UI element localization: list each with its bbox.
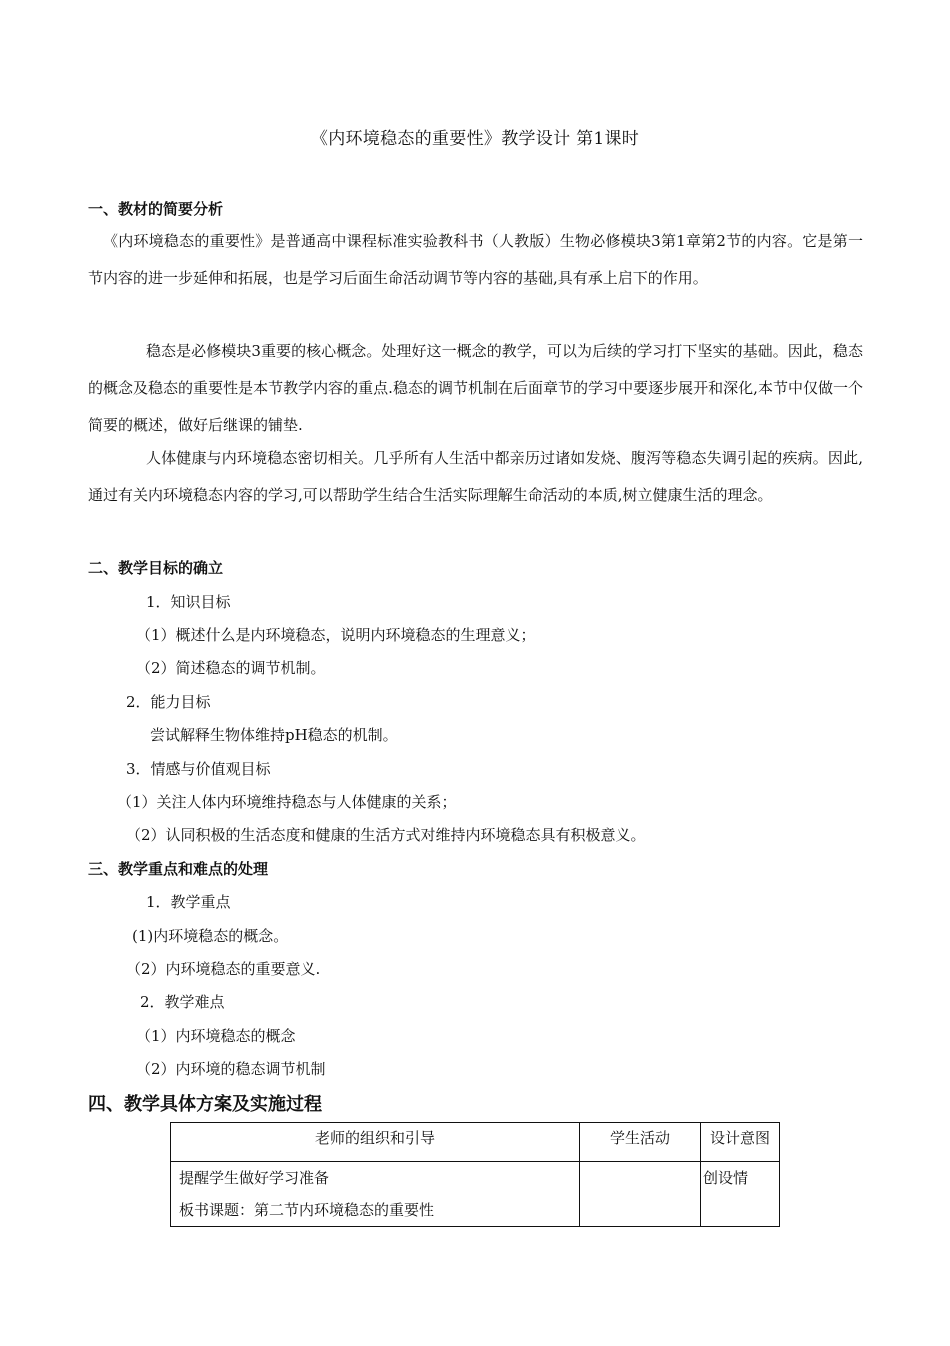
teaching-plan-table — [170, 1122, 780, 1227]
table-row — [171, 1162, 780, 1227]
keypoint-focus-item-1: (1)内环境稳态的概念。 — [132, 927, 289, 945]
paragraph-analysis-3: 人体健康与内环境稳态密切相关。几乎所有人生活中都亲历过诸如发烧、腹泻等稳态失调引起的疾病。因此,通过有关内环境稳态内容的学习,可以帮助学生结合生活实际理解生命活动的本质,树立健康生活的理念。 — [88, 449, 863, 504]
section-heading-plan: 四、教学具体方案及实施过程 — [88, 1094, 322, 1115]
document-title: 《内环境稳态的重要性》教学设计 第1课时 — [310, 129, 640, 149]
keypoint-focus-title: 1．教学重点 — [146, 893, 231, 911]
keypoint-difficulty-title: 2．教学难点 — [140, 993, 225, 1011]
teacher-step-2: 板书课题：第二节内环境稳态的重要性 — [179, 1201, 435, 1219]
objective-ability-title: 2．能力目标 — [126, 693, 211, 711]
objective-ability-item: 尝试解释生物体维持pH稳态的机制。 — [150, 726, 398, 744]
paragraph-analysis-2: 稳态是必修模块3重要的核心概念。处理好这一概念的教学，可以为后续的学习打下坚实的基础。因此，稳态的概念及稳态的重要性是本节教学内容的重点.稳态的调节机制在后面章节的学习中要逐步展开和深化,本节中仅做一个简要的概述，做好后继课的铺垫. — [88, 342, 863, 434]
keypoint-difficulty-item-2: （2）内环境的稳态调节机制 — [136, 1060, 326, 1078]
objective-attitude-item-1: （1）关注人体内环境维持稳态与人体健康的关系； — [117, 793, 457, 811]
paragraph-analysis-1: 《内环境稳态的重要性》是普通高中课程标准实验教科书（人教版）生物必修模块3第1章第2节的内容。它是第一节内容的进一步延伸和拓展，也是学习后面生命活动调节等内容的基础,具有承上启下的作用。 — [88, 232, 863, 287]
table-cell-student — [580, 1162, 701, 1227]
objective-knowledge-item-1: （1）概述什么是内环境稳态，说明内环境稳态的生理意义； — [136, 626, 536, 644]
teacher-step-1: 提醒学生做好学习准备 — [179, 1169, 330, 1187]
table-header-teacher: 老师的组织和引导 — [171, 1123, 580, 1162]
objective-knowledge-item-2: （2）简述稳态的调节机制。 — [136, 659, 326, 677]
table-header-intent: 设计意图 — [701, 1123, 780, 1162]
objective-attitude-title: 3．情感与价值观目标 — [126, 760, 271, 778]
objective-knowledge-title: 1．知识目标 — [146, 593, 231, 611]
section-heading-objectives: 二、教学目标的确立 — [88, 559, 224, 577]
table-header-row — [171, 1123, 780, 1162]
table-cell-teacher — [171, 1162, 580, 1227]
keypoint-focus-item-2: （2）内环境稳态的重要意义. — [126, 960, 321, 978]
keypoint-difficulty-item-1: （1）内环境稳态的概念 — [136, 1027, 296, 1045]
table-header-student: 学生活动 — [580, 1123, 701, 1162]
table-cell-intent: 创设情 — [701, 1162, 780, 1227]
section-heading-keypoints: 三、教学重点和难点的处理 — [88, 860, 269, 878]
objective-attitude-item-2: （2）认同积极的生活态度和健康的生活方式对维持内环境稳态具有积极意义。 — [126, 826, 646, 844]
section-heading-analysis: 一、教材的简要分析 — [88, 200, 224, 218]
